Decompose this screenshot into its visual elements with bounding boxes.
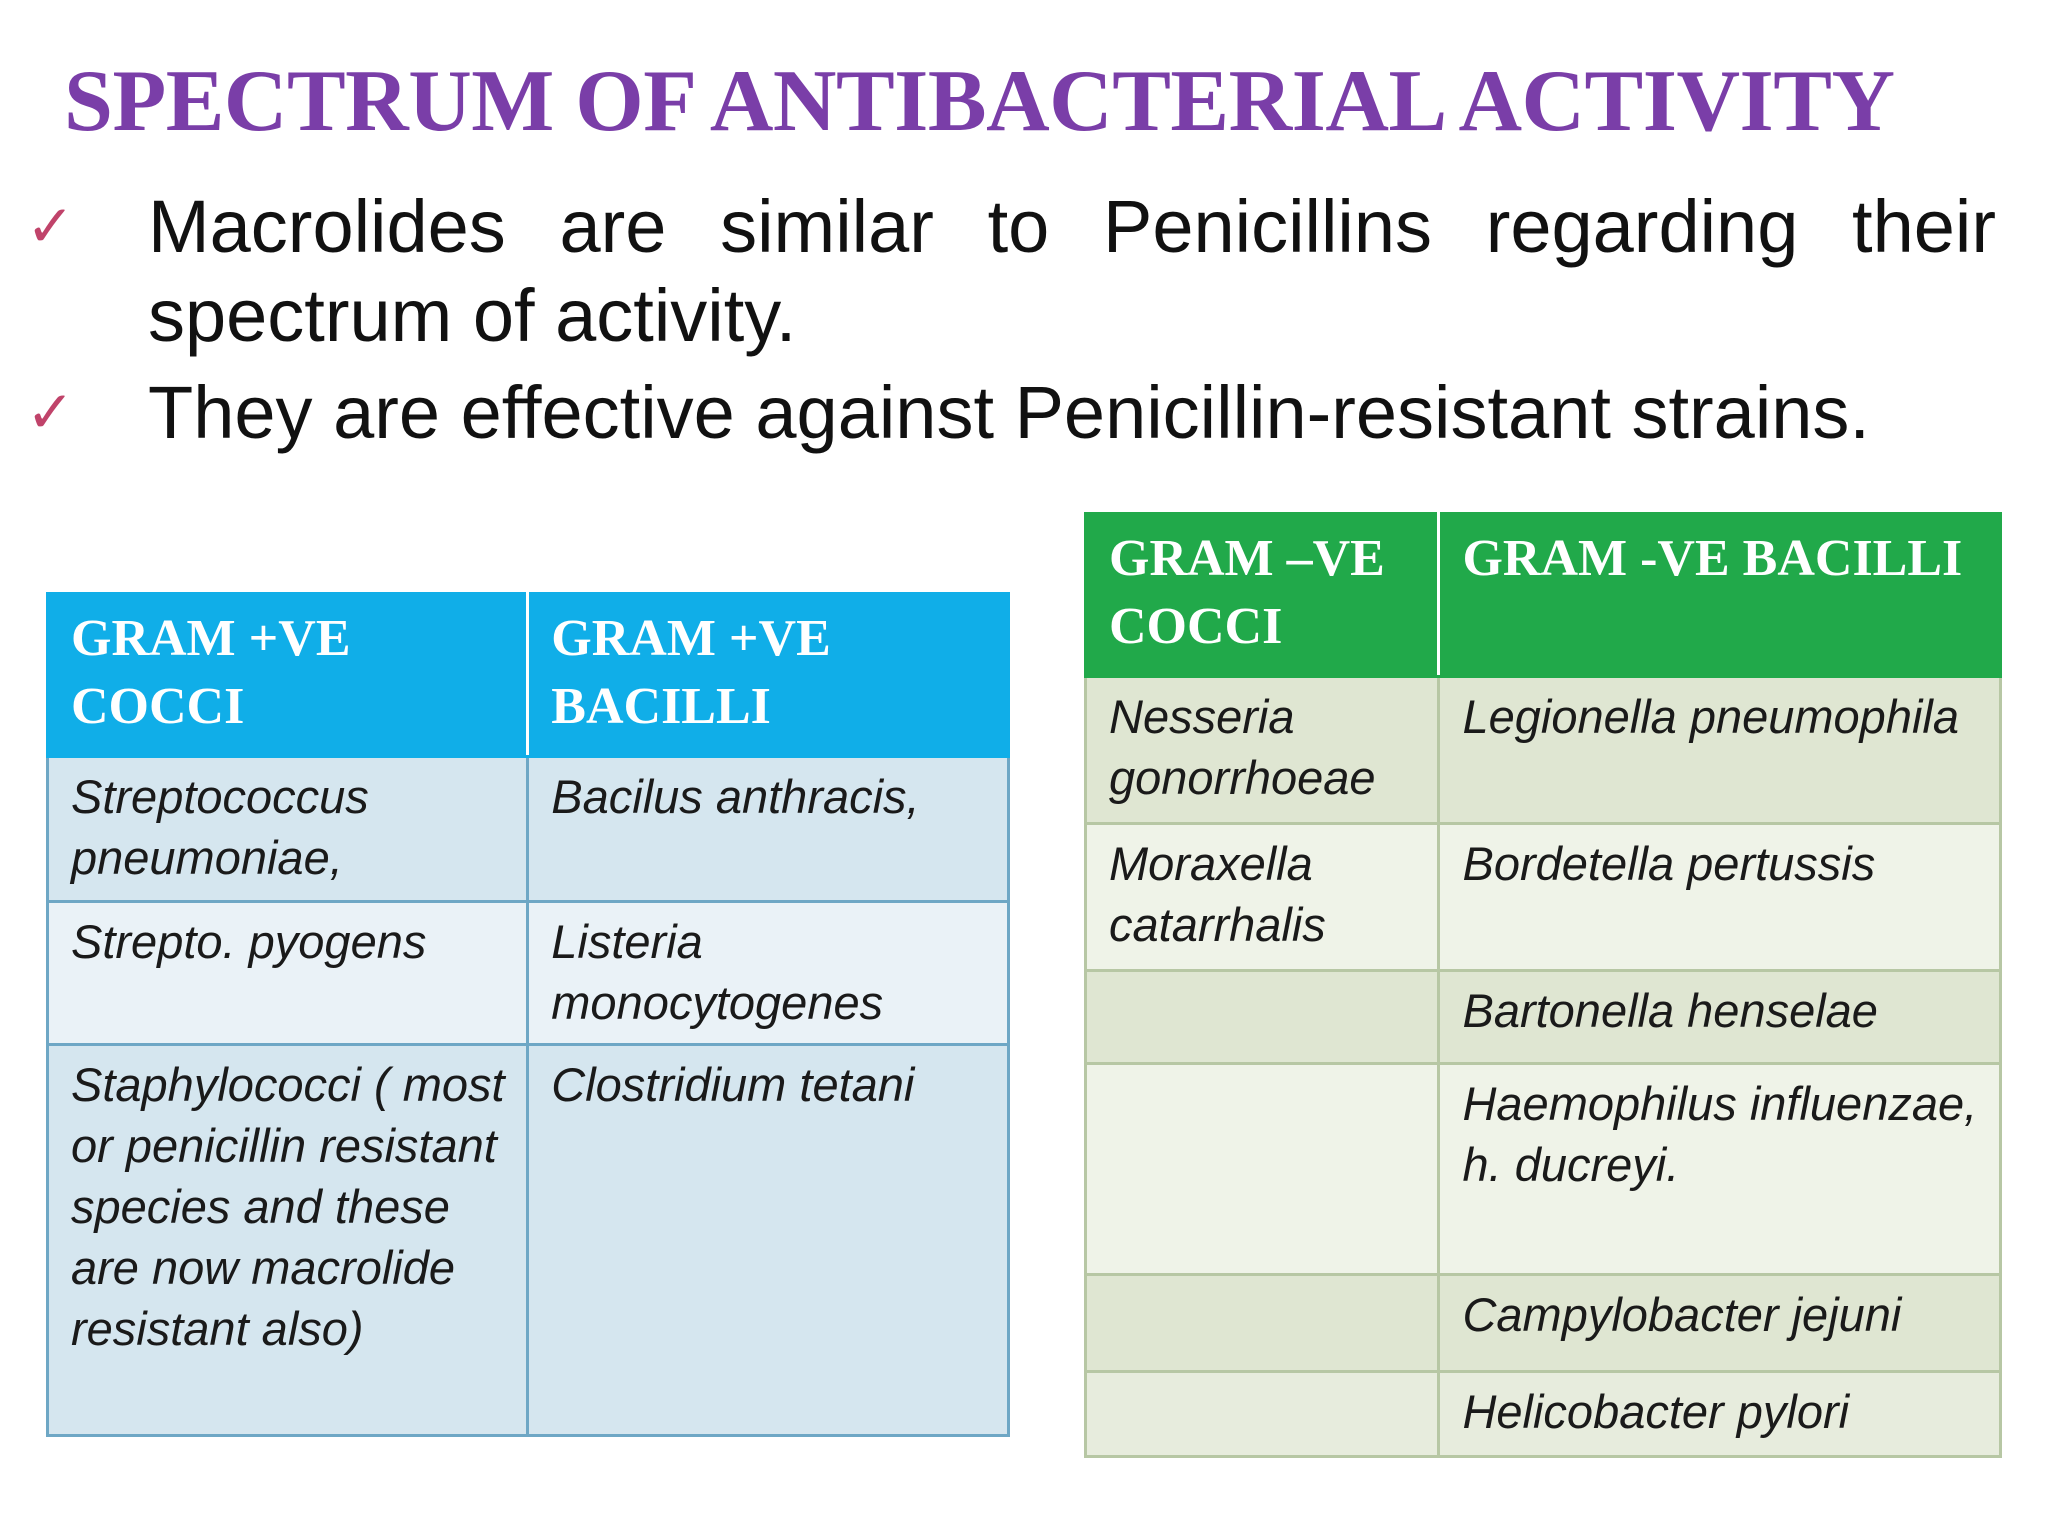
table-cell: Staphylococci ( most or penicillin resistant species and these are now macrolide resistant also) xyxy=(48,1045,528,1436)
table-cell xyxy=(1086,971,1439,1064)
table-cell xyxy=(1086,1372,1439,1457)
table-header-row xyxy=(48,594,1009,757)
table-row xyxy=(1086,824,2001,971)
bullet-text: Macrolides are similar to Penicillins regarding their spectrum of activity. xyxy=(148,185,1996,357)
column-header-gram-negative-bacilli: GRAM -VE BACILLI xyxy=(1439,514,2001,677)
checkmark-icon: ✓ xyxy=(26,192,75,260)
table-cell: Strepto. pyogens xyxy=(48,902,528,1045)
bullet-item xyxy=(20,182,1996,360)
table-cell: Moraxella catarrhalis xyxy=(1086,824,1439,971)
table-row xyxy=(48,757,1009,902)
bullet-text: They are effective against Penicillin-resistant strains. xyxy=(148,371,1870,454)
gram-negative-table xyxy=(1084,512,2002,1458)
table-row xyxy=(1086,1372,2001,1457)
table-header-row xyxy=(1086,514,2001,677)
slide-title: SPECTRUM OF ANTIBACTERIAL ACTIVITY xyxy=(64,53,1895,150)
table-row xyxy=(1086,677,2001,824)
gram-positive-table xyxy=(46,592,1010,1437)
bullet-list xyxy=(20,182,1996,465)
column-header-gram-negative-cocci: GRAM –VE COCCI xyxy=(1086,514,1439,677)
table-cell: Nesseria gonorrhoeae xyxy=(1086,677,1439,824)
table-cell: Campylobacter jejuni xyxy=(1439,1275,2001,1372)
table-cell xyxy=(1086,1275,1439,1372)
table-cell: Bacilus anthracis, xyxy=(528,757,1009,902)
table-cell xyxy=(1086,1064,1439,1275)
table-cell: Clostridium tetani xyxy=(528,1045,1009,1436)
table-cell: Haemophilus influenzae, h. ducreyi. xyxy=(1439,1064,2001,1275)
table-row xyxy=(1086,971,2001,1064)
table-cell: Legionella pneumophila xyxy=(1439,677,2001,824)
table-row xyxy=(48,902,1009,1045)
column-header-gram-positive-bacilli: GRAM +VE BACILLI xyxy=(528,594,1009,757)
checkmark-icon: ✓ xyxy=(26,378,75,446)
table-row xyxy=(1086,1275,2001,1372)
column-header-gram-positive-cocci: GRAM +VE COCCI xyxy=(48,594,528,757)
bullet-item xyxy=(20,368,1980,457)
table-cell: Bartonella henselae xyxy=(1439,971,2001,1064)
table-row xyxy=(48,1045,1009,1436)
table-cell: Listeria monocytogenes xyxy=(528,902,1009,1045)
table-cell: Bordetella pertussis xyxy=(1439,824,2001,971)
table-row xyxy=(1086,1064,2001,1275)
table-cell: Streptococcus pneumoniae, xyxy=(48,757,528,902)
table-cell: Helicobacter pylori xyxy=(1439,1372,2001,1457)
